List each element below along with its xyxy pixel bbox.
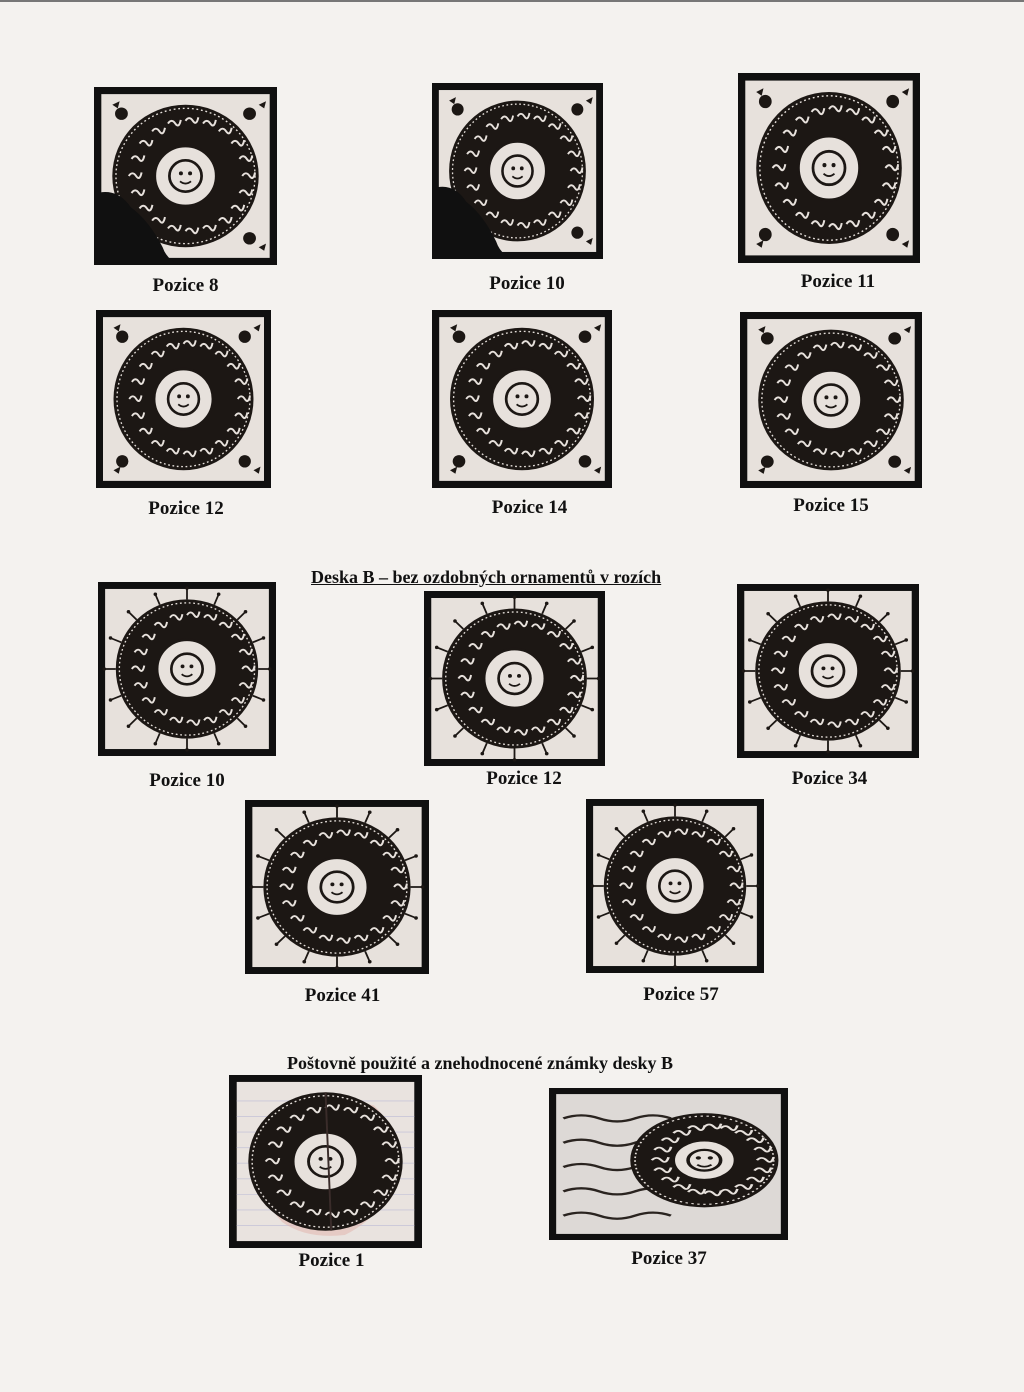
stamp-artwork [98,582,276,756]
stamp-artwork [549,1088,788,1240]
caption-plate-b-pos34: Pozice 34 [791,768,868,789]
caption-plate-a-pos10: Pozice 10 [489,273,565,294]
caption-plate-a-pos12: Pozice 12 [148,498,224,519]
stamp-plate-b-pos10[interactable] [98,582,276,756]
caption-plate-a-pos11: Pozice 11 [800,271,876,292]
stamp-artwork [740,312,922,488]
caption-plate-b-pos57: Pozice 57 [643,984,719,1005]
caption-plate-a-pos14: Pozice 14 [491,497,568,518]
caption-plate-b-pos41: Pozice 41 [304,985,381,1006]
stamp-plate-b-pos41[interactable] [245,800,429,974]
stamp-artwork [738,73,920,263]
stamp-plate-a-pos12[interactable] [96,310,271,488]
stamp-used-pos1[interactable] [229,1075,422,1248]
stamp-plate-b-pos34[interactable] [737,584,919,758]
stamp-artwork [94,87,277,265]
caption-plate-b-pos12: Pozice 12 [486,768,562,789]
caption-used-pos1: Pozice 1 [298,1250,365,1271]
section-used-title: Poštovně použité a znehodnocené známky desky B [287,1053,674,1073]
caption-plate-a-pos15: Pozice 15 [793,495,869,516]
stamp-artwork [245,800,429,974]
scan-top-edge [0,0,1024,2]
caption-plate-b-pos10: Pozice 10 [149,770,225,791]
stamp-artwork [586,799,764,973]
stamp-artwork [229,1075,422,1248]
stamp-plate-a-pos15[interactable] [740,312,922,488]
stamp-used-pos37[interactable] [549,1088,788,1240]
stamp-plate-b-pos12[interactable] [424,591,605,766]
section-b-title: Deska B – bez ozdobných ornamentů v rozích [311,567,662,587]
stamp-artwork [432,83,603,259]
stamp-artwork [424,591,605,766]
stamp-plate-a-pos11[interactable] [738,73,920,263]
stamp-artwork [737,584,919,758]
stamp-plate-a-pos8[interactable] [94,87,277,265]
caption-used-pos37: Pozice 37 [631,1248,707,1269]
stamp-plate-b-pos57[interactable] [586,799,764,973]
stamp-artwork [96,310,271,488]
stamp-plate-a-pos10[interactable] [432,83,603,259]
caption-plate-a-pos8: Pozice 8 [152,275,219,296]
stamp-artwork [432,310,612,488]
stamp-plate-a-pos14[interactable] [432,310,612,488]
